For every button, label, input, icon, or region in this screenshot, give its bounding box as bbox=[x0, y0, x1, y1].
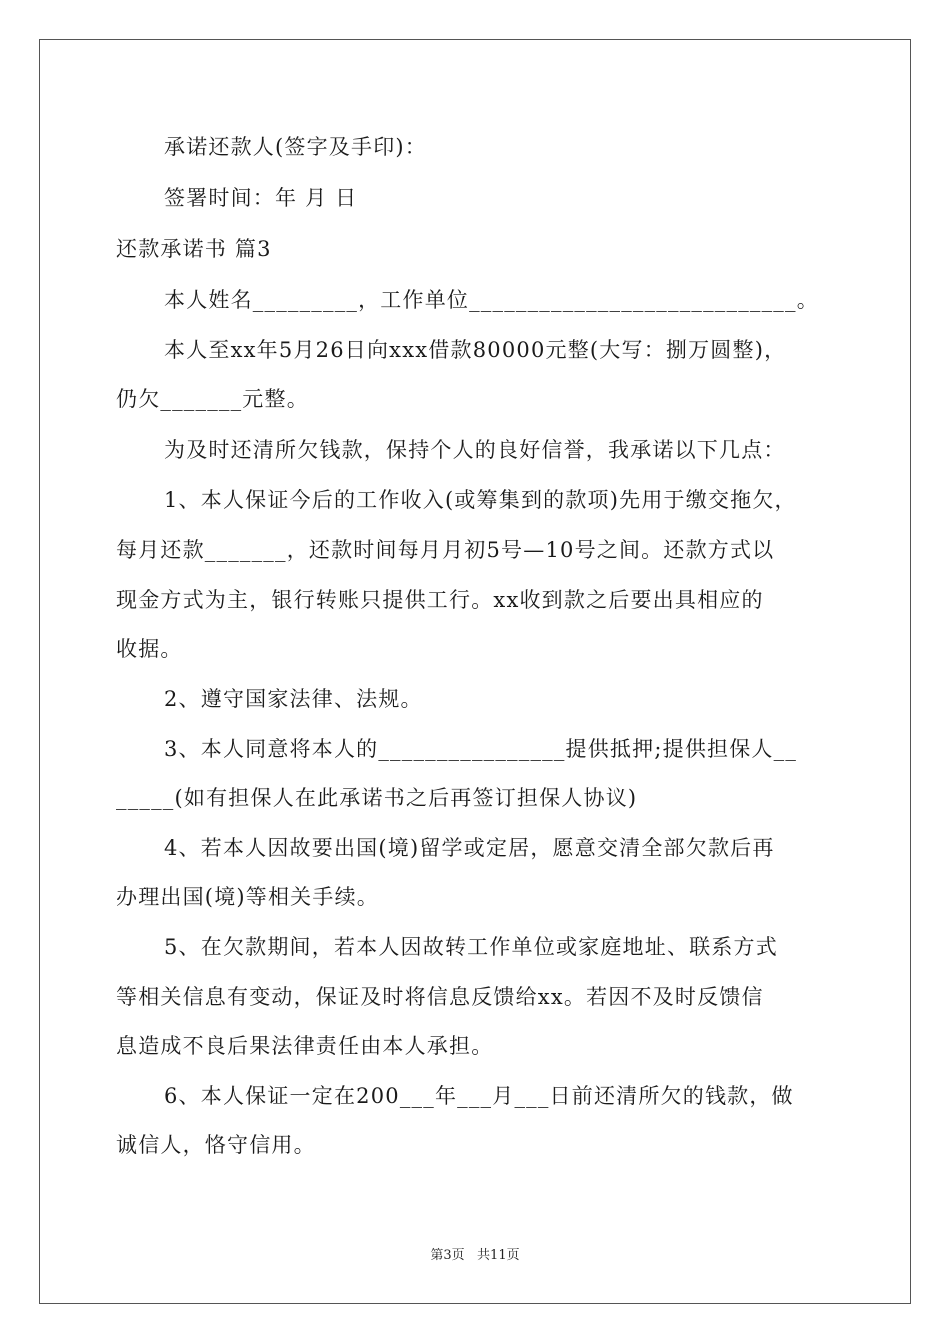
item-3-line-1: 3、本人同意将本人的________________提供抵押;提供担保人__ bbox=[164, 737, 798, 761]
item-1-line-4: 收据。 bbox=[116, 637, 183, 661]
sign-date-line: 签署时间：年 月 日 bbox=[164, 186, 358, 210]
item-1-line-2: 每月还款_______，还款时间每月月初5号—10号之间。还款方式以 bbox=[116, 538, 775, 562]
item-5-line-2: 等相关信息有变动，保证及时将信息反馈给xx。若因不及时反馈信 bbox=[116, 985, 764, 1009]
item-2-line-1: 2、遵守国家法律、法规。 bbox=[164, 687, 423, 711]
item-6-line-2: 诚信人，恪守信用。 bbox=[116, 1133, 316, 1157]
item-4-line-2: 办理出国(境)等相关手续。 bbox=[116, 885, 379, 909]
item-5-line-3: 息造成不良后果法律责任由本人承担。 bbox=[116, 1034, 494, 1058]
page-border bbox=[39, 39, 911, 1304]
item-1-line-1: 1、本人保证今后的工作收入(或筹集到的款项)先用于缴交拖欠， bbox=[164, 488, 797, 512]
page-number-footer: 第3页 共11页 bbox=[430, 1248, 520, 1263]
item-6-line-1: 6、本人保证一定在200___年___月___日前还清所欠的钱款，做 bbox=[164, 1084, 794, 1108]
item-1-line-3: 现金方式为主，银行转账只提供工行。xx收到款之后要出具相应的 bbox=[116, 588, 764, 612]
signature-line: 承诺还款人(签字及手印)： bbox=[164, 135, 427, 159]
section-title: 还款承诺书 篇3 bbox=[116, 237, 272, 261]
name-employer-line: 本人姓名_________，工作单位____________________________。 bbox=[164, 288, 819, 312]
item-3-line-2: _____(如有担保人在此承诺书之后再签订担保人协议) bbox=[116, 786, 638, 810]
loan-statement-line-1: 本人至xx年5月26日向xxx借款80000元整(大写：捌万圆整)， bbox=[164, 338, 787, 362]
item-5-line-1: 5、在欠款期间，若本人因故转工作单位或家庭地址、联系方式 bbox=[164, 935, 778, 959]
loan-statement-line-2: 仍欠_______元整。 bbox=[116, 387, 309, 411]
commitment-intro: 为及时还清所欠钱款，保持个人的良好信誉，我承诺以下几点： bbox=[164, 438, 786, 462]
item-4-line-1: 4、若本人因故要出国(境)留学或定居，愿意交清全部欠款后再 bbox=[164, 836, 775, 860]
